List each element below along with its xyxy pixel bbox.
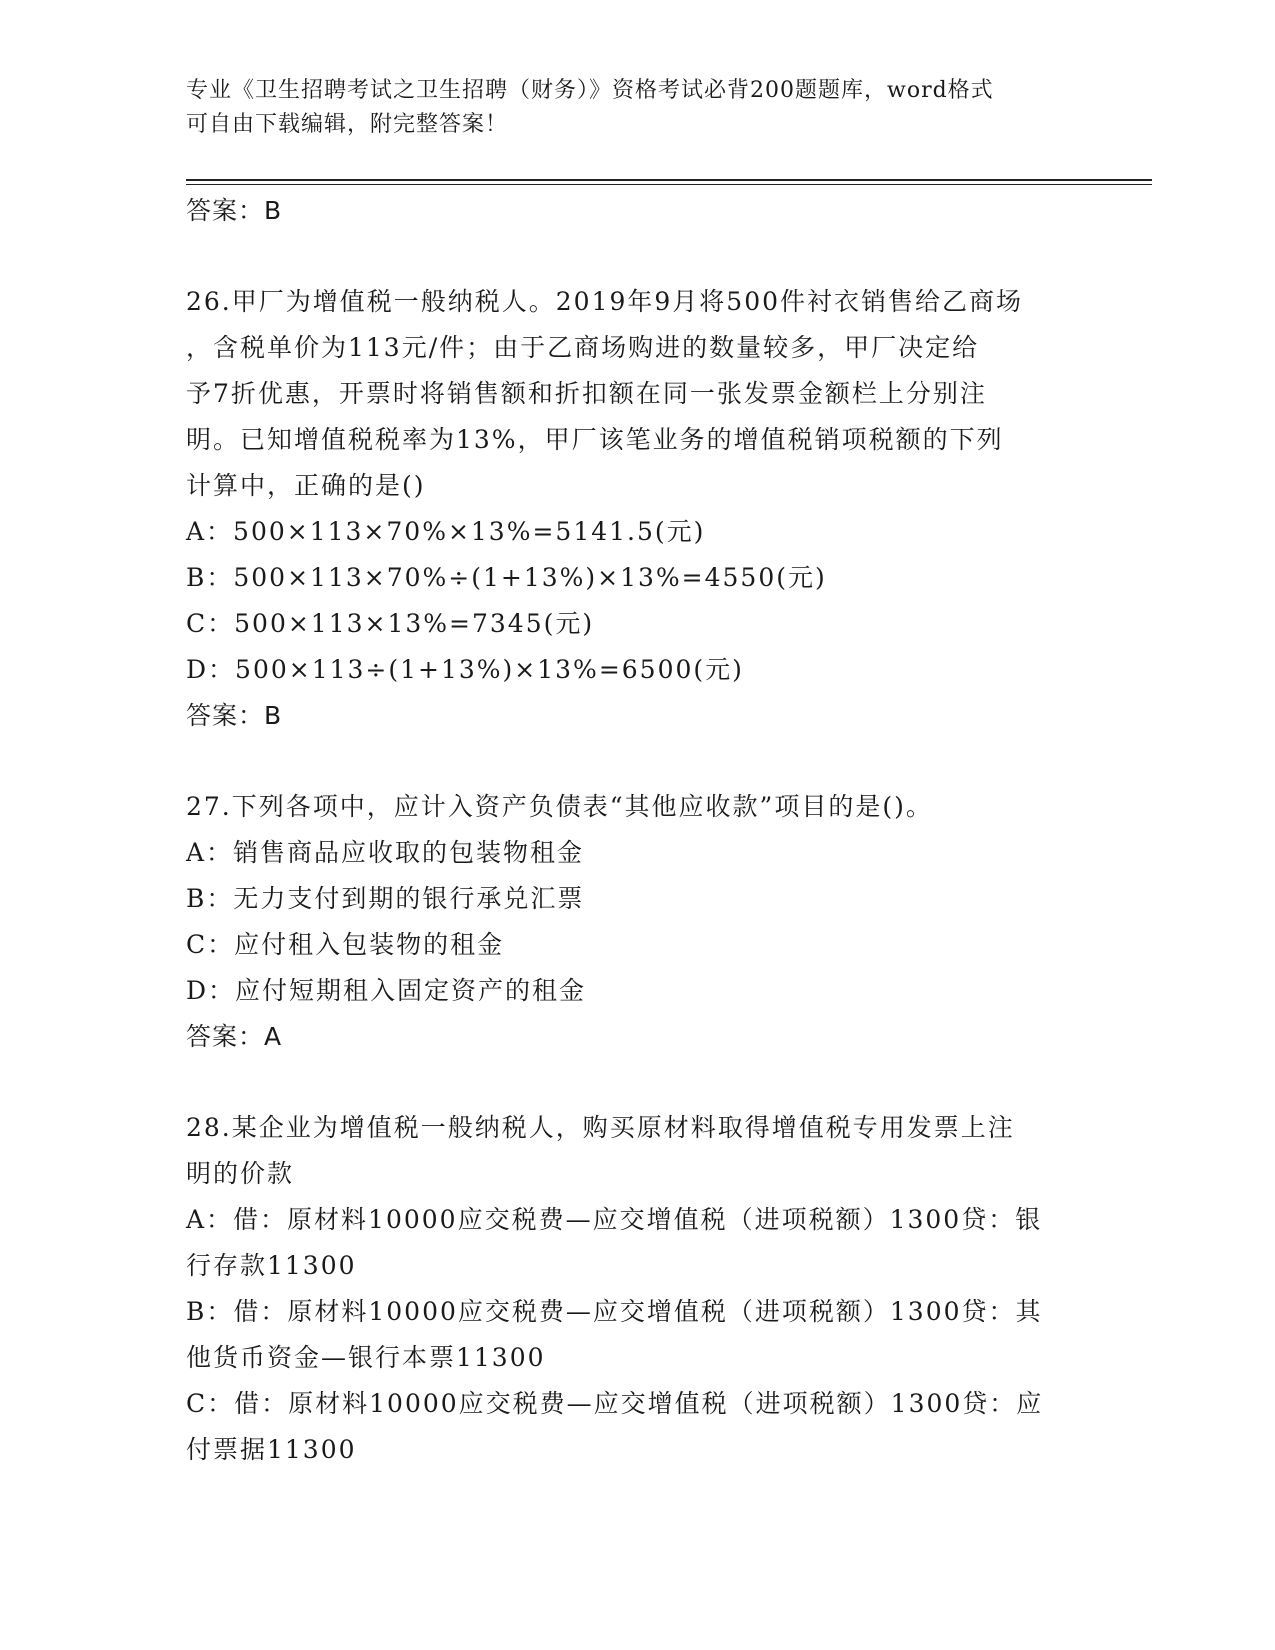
option-a: A：借：原材料10000应交税费—应交增值税（进项税额）1300贷：银: [186, 1205, 1043, 1234]
answer: 答案：A: [186, 1022, 283, 1051]
header-line-2: 可自由下载编辑，附完整答案！: [186, 112, 509, 137]
question-text-line: 计算中，正确的是(): [186, 471, 426, 500]
option-a: A：500×113×70%×13%=5141.5(元): [186, 517, 706, 546]
question-26: [186, 279, 1086, 739]
answer: 答案：B: [186, 701, 283, 730]
question-text-line: 26.甲厂为增值税一般纳税人。2019年9月将500件衬衣销售给乙商场: [186, 287, 1024, 316]
question-text-line: 27.下列各项中，应计入资产负债表“其他应收款”项目的是()。: [186, 792, 933, 821]
option-d: D：应付短期租入固定资产的租金: [186, 976, 587, 1005]
spacer: [186, 234, 1086, 279]
option-c-continued: 付票据11300: [186, 1435, 357, 1464]
option-b: B：无力支付到期的银行承兑汇票: [186, 884, 585, 913]
page-header: [186, 74, 1086, 142]
question-text-line: 明的价款: [186, 1159, 295, 1188]
option-a: A：销售商品应收取的包装物租金: [186, 838, 585, 867]
option-d: D：500×113÷(1+13%)×13%=6500(元): [186, 655, 744, 684]
question-text-line: 明。已知增值税税率为13%，甲厂该笔业务的增值税销项税额的下列: [186, 425, 1004, 454]
question-content: [186, 188, 1086, 1473]
previous-answer: 答案：B: [186, 196, 283, 225]
question-text-line: ，含税单价为113元/件；由于乙商场购进的数量较多，甲厂决定给: [186, 333, 980, 362]
question-28: [186, 1105, 1086, 1473]
option-c: C：应付租入包装物的租金: [186, 930, 505, 959]
header-rule-thin: [186, 184, 1152, 185]
spacer: [186, 739, 1086, 784]
header-rule-thick: [186, 179, 1152, 181]
option-c: C：500×113×13%=7345(元): [186, 609, 595, 638]
question-27: [186, 784, 1086, 1060]
option-a-continued: 行存款11300: [186, 1251, 357, 1280]
spacer: [186, 1060, 1086, 1105]
option-c: C：借：原材料10000应交税费—应交增值税（进项税额）1300贷：应: [186, 1389, 1044, 1418]
option-b: B：借：原材料10000应交税费—应交增值税（进项税额）1300贷：其: [186, 1297, 1043, 1326]
header-line-1: 专业《卫生招聘考试之卫生招聘（财务）》资格考试必背200题题库，word格式: [186, 78, 994, 103]
question-text-line: 予7折优惠，开票时将销售额和折扣额在同一张发票金额栏上分别注: [186, 379, 987, 408]
option-b-continued: 他货币资金—银行本票11300: [186, 1343, 546, 1372]
option-b: B：500×113×70%÷(1+13%)×13%=4550(元): [186, 563, 827, 592]
question-text-line: 28.某企业为增值税一般纳税人，购买原材料取得增值税专用发票上注: [186, 1113, 1015, 1142]
